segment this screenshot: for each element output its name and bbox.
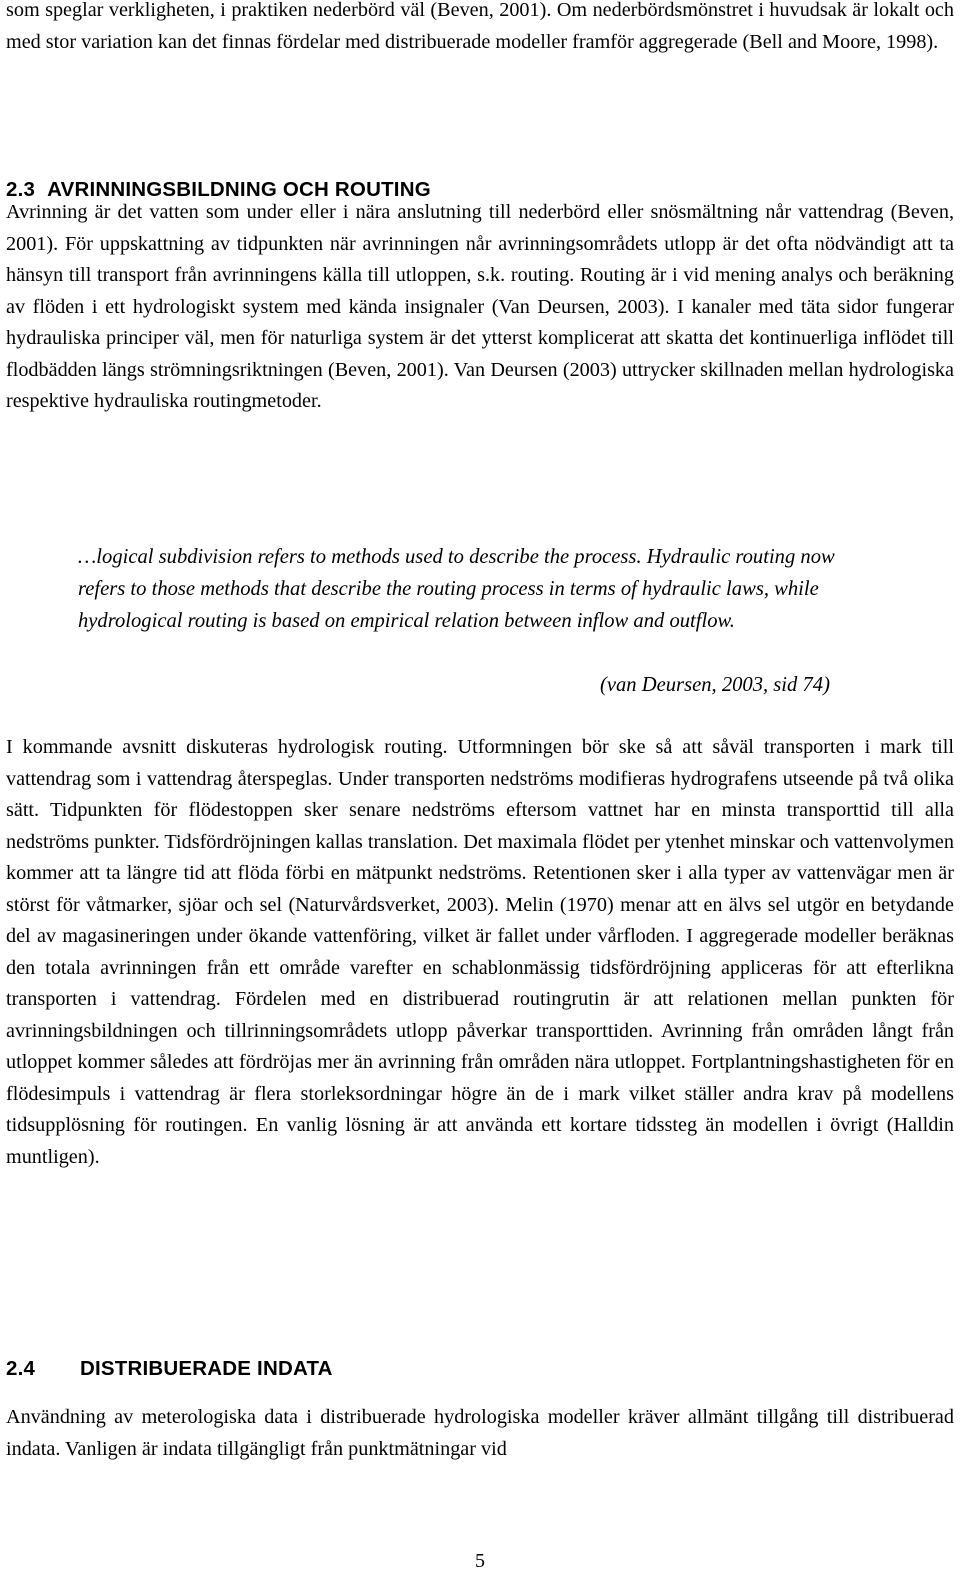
section-title: DISTRIBUERADE INDATA [80,1357,333,1380]
paragraph-intro: som speglar verkligheten, i praktiken nederbörd väl (Beven, 2001). Om nederbördsmönstret i huvudsak är lokalt och med stor variation kan det finnas fördelar med distribuerade modeller framför aggregerade (Bell and Moore, 1998). [6,0,954,53]
block-quote: …logical subdivision refers to methods used to describe the process. Hydraulic routing now refers to those methods that describe the routing process in terms of hydraulic laws, while hydrological routing is based on empirical relation between inflow and outflow. [78,546,835,632]
section-number: 2.4 [6,1357,36,1380]
section-heading-2-4 [6,1356,333,1382]
quote-citation: (van Deursen, 2003, sid 74) [600,674,830,696]
page-number: 5 [475,1550,485,1572]
paragraph-routing: Avrinning är det vatten som under eller i nära anslutning till nederbörd eller snösmältning når vattendrag (Beven, 2001). För uppskattning av tidpunkten när avrinningen når avrinningsområdets utlopp är det ofta nödvändigt att ta hänsyn till transport från avrinningens källa till utloppen, s.k. routing. Routing är i vid mening analys och beräkning av flöden i ett hydrologiskt system med kända insignaler (Van Deursen, 2003). I kanaler med täta sidor fungerar hydrauliska principer väl, men för naturliga system är det ytterst komplicerat att skatta det kontinuerliga inflödet till flodbädden längs strömningsriktningen (Beven, 2001). Van Deursen (2003) uttrycker skillnaden mellan hydrologiska respektive hydrauliska routingmetoder. [6,201,954,412]
paragraph-distributed-input: Användning av meterologiska data i distribuerade hydrologiska modeller kräver allmänt tillgång till distribuerad indata. Vanligen är indata tillgängligt från punktmätningar vid [6,1406,954,1460]
paragraph-hydrological-routing: I kommande avsnitt diskuteras hydrologisk routing. Utformningen bör ske så att såväl transporten i mark till vattendrag som i vattendrag återspeglas. Under transporten nedströms modifieras hydrografens utseende på två olika sätt. Tidpunkten för flödestoppen sker senare nedströms eftersom vattnet har en minsta transporttid till alla nedströms punkter. Tidsfördröjningen kallas translation. Det maximala flödet per ytenhet minskar och vattenvolymen kommer att ta längre tid att flöda förbi en mätpunkt nedströms. Retentionen sker i alla typer av vattenvägar men är störst för våtmarker, sjöar och sel (Naturvårdsverket, 2003). Melin (1970) menar att en älvs sel utgör en betydande del av magasineringen under ökande vattenföring, vilket är fallet under vårfloden. I aggregerade modeller beräknas den totala avrinningen från ett område varefter en schablonmässig tidsfördröjning appliceras för att efterlikna transporten i vattendrag. Fördelen med en distribuerad routingrutin är att relationen mellan punkten för avrinningsbildningen och tillrinningsområdets utlopp påverkar transporttiden. Avrinning från områden långt från utloppet kommer således att fördröjas mer än avrinning från områden nära utloppet. Fortplantningshastigheten för en flödesimpuls i vattendrag är flera storleksordningar högre än de i mark vilket ställer andra krav på modellens tidsupplösning för routingen. En vanlig lösning är att använda ett kortare tidssteg än modellen i övrigt (Halldin muntligen). [6,736,954,1168]
section-title: AVRINNINGSBILDNING OCH ROUTING [47,178,431,201]
section-number: 2.3 [6,178,36,201]
